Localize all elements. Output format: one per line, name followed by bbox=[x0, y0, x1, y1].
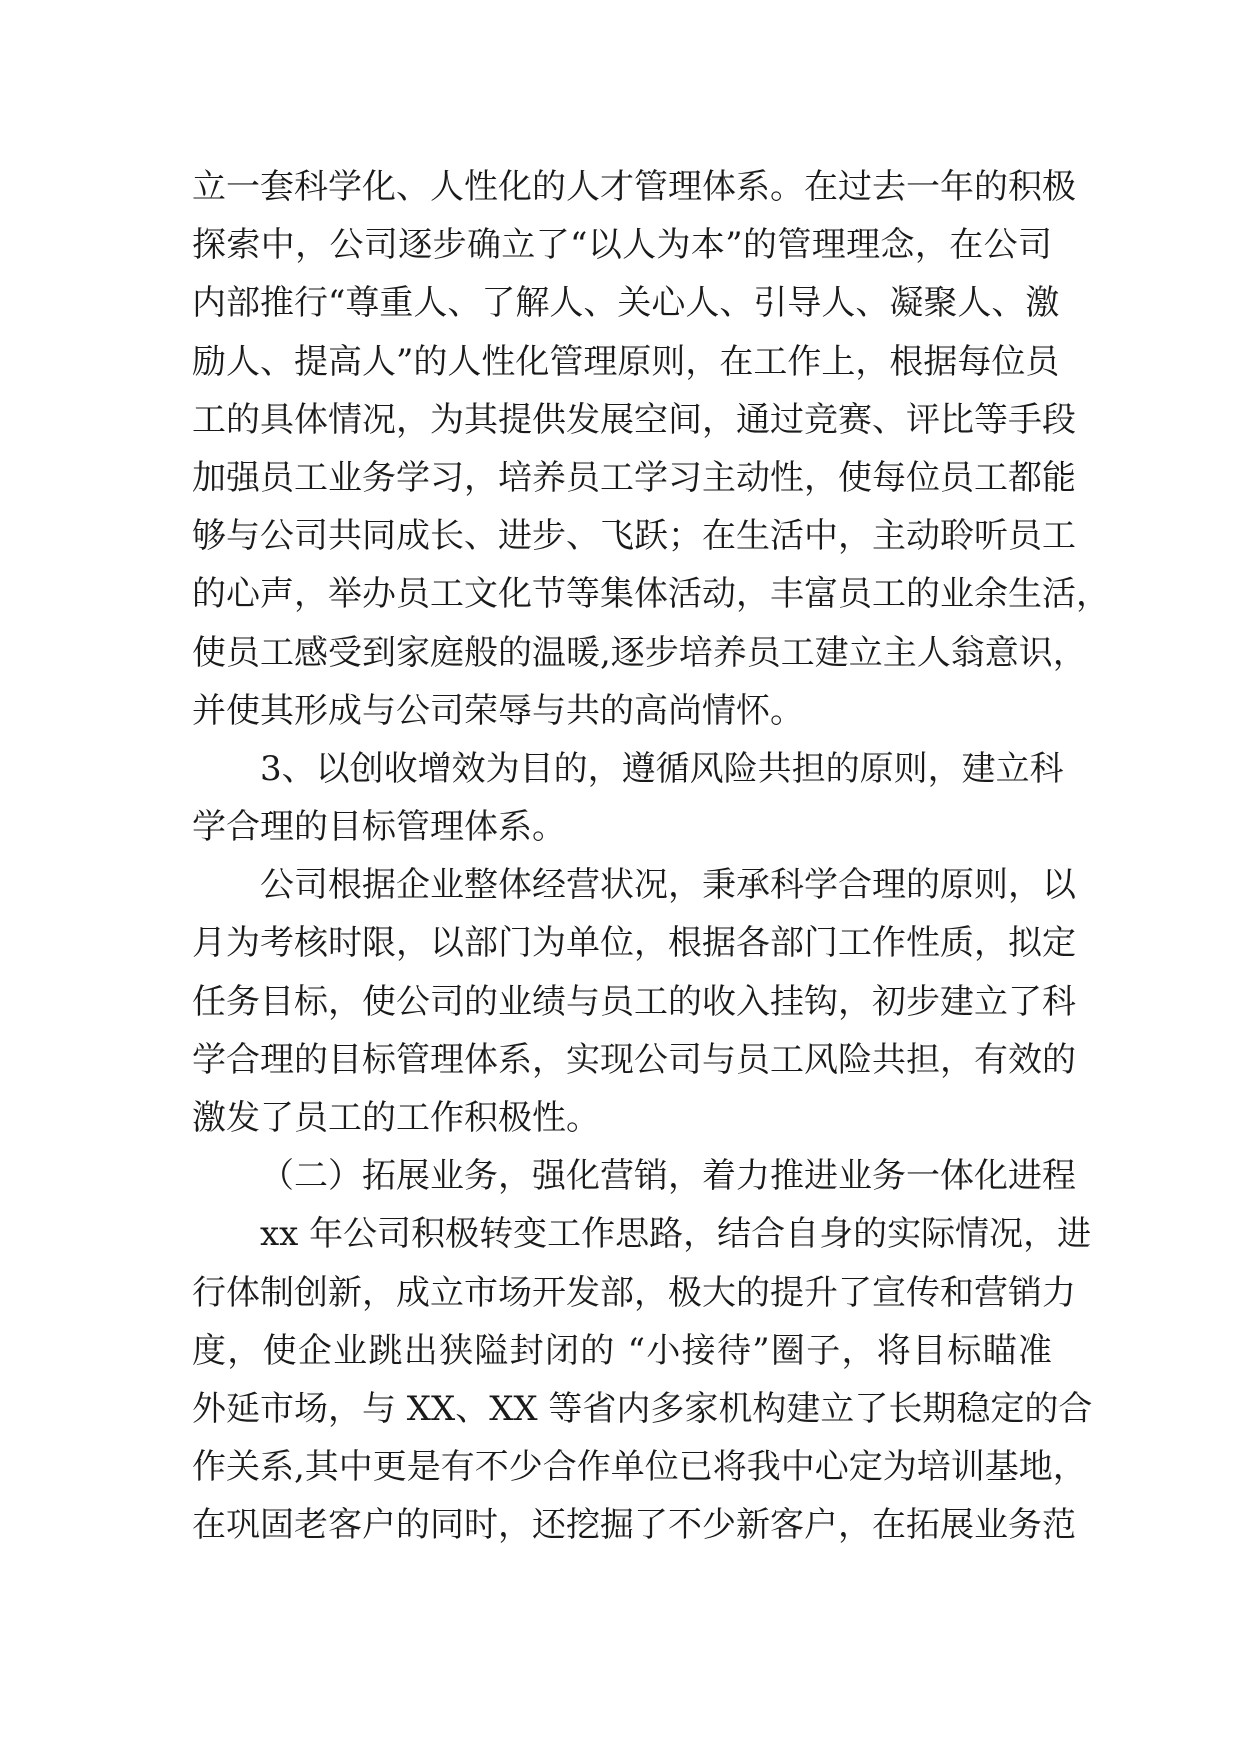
text-line: 在巩固老客户的同时，还挖掘了不少新客户，在拓展业务范 bbox=[192, 1505, 1076, 1546]
text-line: 行体制创新，成立市场开发部，极大的提升了宣传和营销力 bbox=[192, 1272, 1076, 1313]
text-line: 月为考核时限，以部门为单位，根据各部门工作性质，拟定 bbox=[192, 923, 1076, 964]
text-line: 的心声，举办员工文化节等集体活动，丰富员工的业余生活， bbox=[192, 574, 1110, 615]
text-line: 学合理的目标管理体系，实现公司与员工风险共担，有效的 bbox=[192, 1039, 1076, 1080]
text-line: 学合理的目标管理体系。 bbox=[192, 807, 566, 848]
text-line: 内部推行“尊重人、了解人、关心人、引导人、凝聚人、激 bbox=[192, 283, 1060, 324]
text-line: 度，使企业跳出狭隘封闭的 “小接待”圈子，将目标瞄准 bbox=[192, 1330, 1052, 1371]
text-line: 激发了员工的工作积极性。 bbox=[192, 1098, 600, 1138]
text-line: 并使其形成与公司荣辱与共的高尚情怀。 bbox=[192, 690, 804, 731]
text-line: xx 年公司积极转变工作思路，结合自身的实际情况，进 bbox=[260, 1214, 1092, 1255]
text-line: 外延市场，与 XX、XX 等省内多家机构建立了长期稳定的合 bbox=[192, 1388, 1093, 1429]
section-heading-2: （二）拓展业务，强化营销，着力推进业务一体化进程 bbox=[260, 1156, 1076, 1197]
text-line: 作关系,其中更是有不少合作单位已将我中心定为培训基地， bbox=[192, 1447, 1087, 1488]
text-line: 公司根据企业整体经营状况，秉承科学合理的原则，以 bbox=[260, 865, 1076, 906]
text-line: 励人、提高人”的人性化管理原则，在工作上，根据每位员 bbox=[192, 341, 1060, 382]
text-line: 够与公司共同成长、进步、飞跃；在生活中，主动聆听员工 bbox=[192, 516, 1076, 557]
text-line: 使员工感受到家庭般的温暖,逐步培养员工建立主人翁意识， bbox=[192, 632, 1087, 673]
text-line: 任务目标，使公司的业绩与员工的收入挂钩，初步建立了科 bbox=[192, 981, 1076, 1022]
text-line: 探索中，公司逐步确立了“以人为本”的管理理念，在公司 bbox=[192, 225, 1052, 266]
text-line: 加强员工业务学习，培养员工学习主动性，使每位员工都能 bbox=[192, 457, 1076, 498]
text-line: 立一套科学化、人性化的人才管理体系。在过去一年的积极 bbox=[192, 167, 1076, 207]
text-line: 工的具体情况，为其提供发展空间，通过竞赛、评比等手段 bbox=[192, 399, 1076, 440]
section-heading-3: 3、以创收增效为目的，遵循风险共担的原则，建立科 bbox=[260, 748, 1064, 789]
document-body bbox=[192, 158, 1110, 1555]
